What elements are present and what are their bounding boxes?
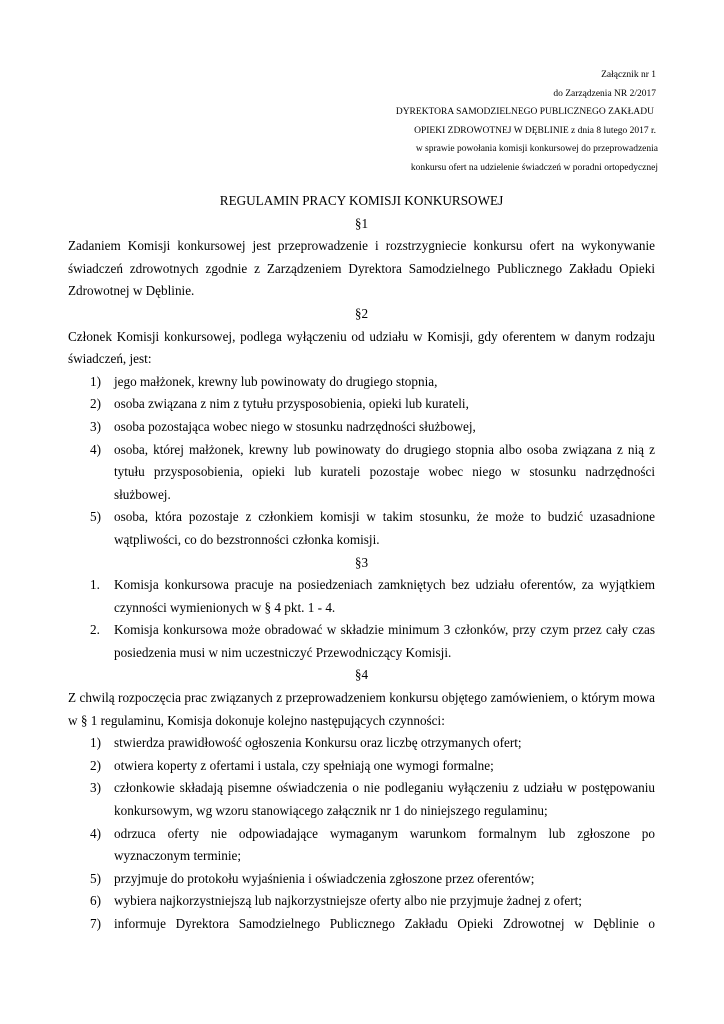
header-line-1: Załącznik nr 1	[601, 70, 656, 80]
document-title: REGULAMIN PRACY KOMISJI KONKURSOWEJ	[219, 193, 504, 208]
section-1-text: Zadaniem Komisji konkursowej jest przeprowadzenie i rozstrzygniecie konkursu ofert na wykonywanie świadczeń zdrowotnych zgodnie z Zarządzeniem Dyrektora Samodzielnego Publicznego Zakładu Opieki Zdrowotnej w Dęblinie.	[68, 238, 655, 299]
list-item: 5) osoba, która pozostaje z członkiem komisji w takim stosunku, że może to budzić uzasadnione wątpliwości, co do bezstronności członka komisji.	[90, 509, 655, 547]
list-item: 3) członkowie składają pisemne oświadczenia o nie podleganiu wyłączeniu z udziału w postępowaniu konkursowym, wg wzoru stanowiącego załącznik nr 1 do niniejszego regulaminu;	[90, 780, 655, 819]
section-2-list	[68, 371, 655, 552]
header-line-5: w sprawie powołania komisji konkursowej do przeprowadzenia	[415, 144, 658, 154]
attachment-header	[396, 66, 656, 177]
section-4-intro: Z chwilą rozpoczęcia prac związanych z przeprowadzeniem konkursu objętego zamówieniem, o którym mowa w § 1 regulaminu, Komisja dokonuje kolejno następujących czynności:	[68, 690, 655, 728]
list-item: 1) jego małżonek, krewny lub powinowaty do drugiego stopnia,	[90, 373, 438, 389]
section-3-heading: §3	[354, 554, 369, 570]
list-item: 2. Komisja konkursowa może obradować w składzie minimum 3 członków, przy czym przez cały czas posiedzenia musi w nim uczestniczyć Przewodniczący Komisji.	[90, 622, 655, 660]
regulation-body	[68, 190, 655, 936]
list-item: 3) osoba pozostająca wobec niego w stosunku nadrzędności służbowej,	[90, 418, 476, 434]
list-item: 5) przyjmuje do protokołu wyjaśnienia i oświadczenia zgłoszone przez oferentów;	[90, 870, 535, 886]
header-line-4: OPIEKI ZDROWOTNEJ W DĘBLINIE z dnia 8 lutego 2017 r.	[414, 125, 656, 136]
list-item: 6) wybiera najkorzystniejszą lub najkorzystniejsze oferty albo nie przyjmuje żadnej z ofert;	[90, 893, 582, 909]
list-item: 4) osoba, której małżonek, krewny lub powinowaty do drugiego stopnia albo osoba związana z nią z tytułu przysposobienia, opieki lub kurateli pozostaje wobec niego w stosunku nadrzędności służbowej.	[90, 441, 655, 502]
section-2-intro: Członek Komisji konkursowej, podlega wyłączeniu od udziału w Komisji, gdy oferentem w danym rodzaju świadczeń, jest:	[68, 328, 655, 367]
header-line-3: DYREKTORA SAMODZIELNEGO PUBLICZNEGO ZAKŁADU	[395, 107, 654, 117]
section-4-heading: §4	[354, 667, 369, 683]
list-item: 2) osoba związana z nim z tytułu przysposobienia, opieki lub kurateli,	[90, 396, 469, 412]
header-line-6: konkursu ofert na udzielenie świadczeń w poradni ortopedycznej	[410, 162, 658, 173]
section-3-list	[68, 574, 655, 664]
section-1-heading: §1	[354, 215, 369, 231]
list-item: 4) odrzuca oferty nie odpowiadające wymaganym warunkom formalnym lub zgłoszone po wyznaczonym terminie;	[90, 825, 655, 864]
header-line-2: do Zarządzenia NR 2/2017	[553, 88, 656, 99]
list-item: 1) stwierdza prawidłowość ogłoszenia Konkursu oraz liczbę otrzymanych ofert;	[90, 735, 522, 751]
section-2-heading: §2	[354, 305, 369, 321]
list-item: 1. Komisja konkursowa pracuje na posiedzeniach zamkniętych bez udziału oferentów, za wyjątkiem czynności wymienionych w § 4 pkt. 1 - 4.	[90, 577, 655, 615]
list-item: 7) informuje Dyrektora Samodzielnego Publicznego Zakładu Opieki Zdrowotnej w Dęblinie o	[90, 916, 655, 931]
list-item: 2) otwiera koperty z ofertami i ustala, czy spełniają one wymogi formalne;	[90, 757, 494, 773]
section-4-list	[68, 732, 655, 935]
